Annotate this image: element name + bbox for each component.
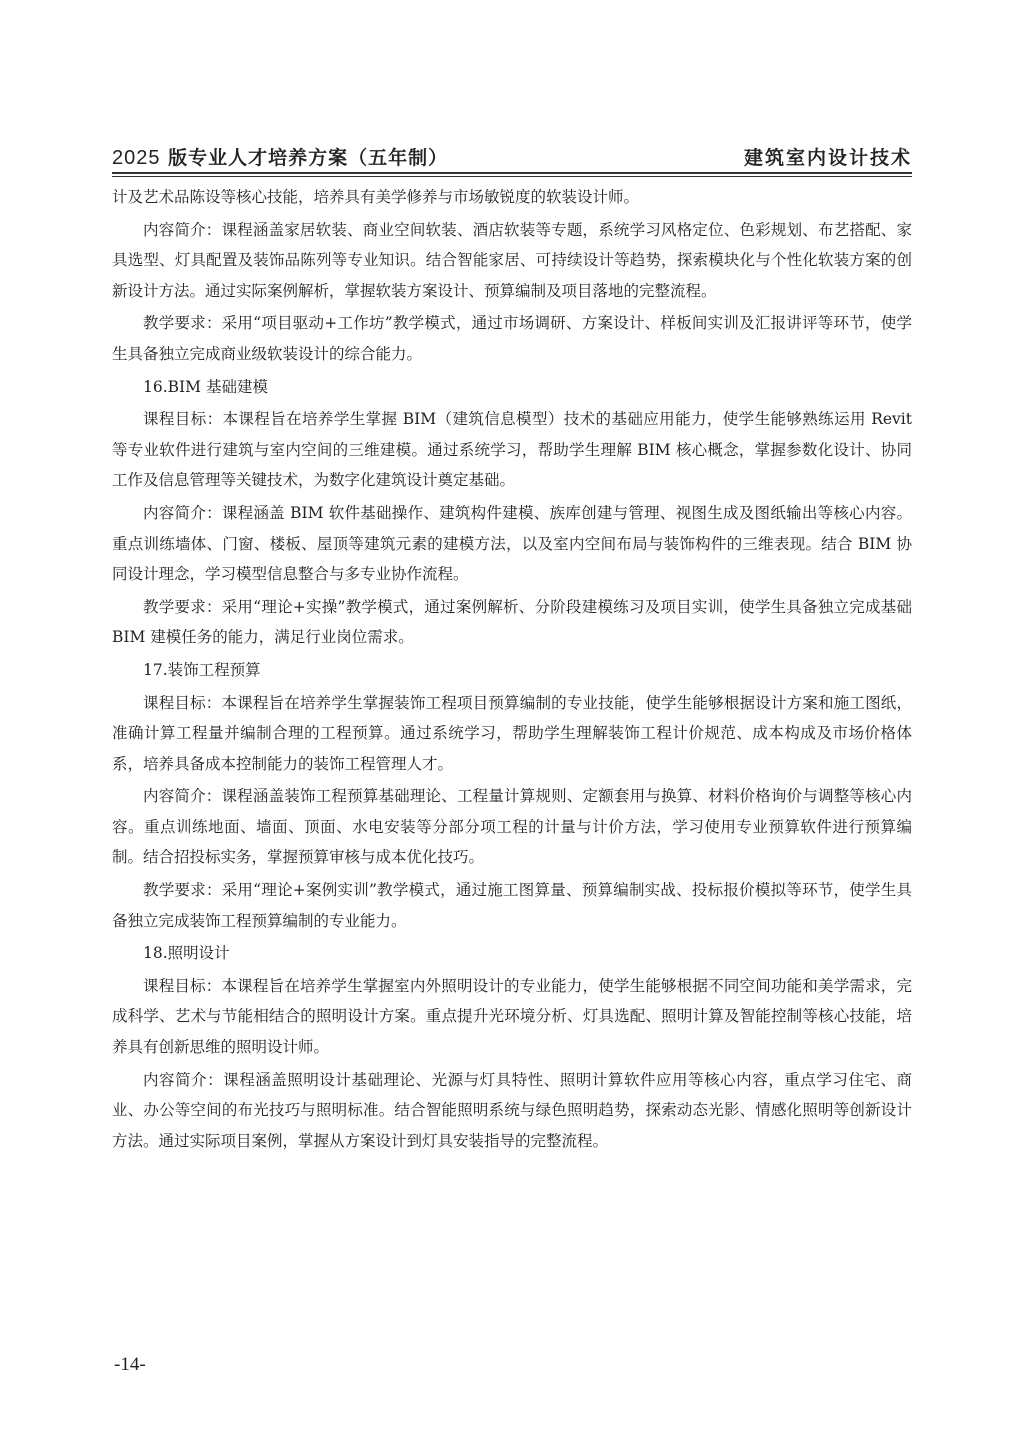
paragraph-bim-content: 内容简介：课程涵盖 BIM 软件基础操作、建筑构件建模、族库创建与管理、视图生成及图纸输出等核心内容。重点训练墙体、门窗、楼板、屋顶等建筑元素的建模方法，以及室内空间布局与装饰构件的三维表现。结合 BIM 协同设计理念，学习模型信息整合与多专业协作流程。 [112, 503, 912, 584]
header-program-title [112, 143, 448, 170]
paragraph-soft-decor-requirements: 教学要求：采用“项目驱动+工作坊”教学模式，通过市场调研、方案设计、样板间实训及汇报讲评等环节，使学生具备独立完成商业级软装设计的综合能力。 [112, 314, 912, 363]
body-text [112, 182, 912, 1158]
paragraph-budget-content: 内容简介：课程涵盖装饰工程预算基础理论、工程量计算规则、定额套用与换算、材料价格询价与调整等核心内容。重点训练地面、墙面、顶面、水电安装等分部分项工程的计量与计价方法，学习使用专业预算软件进行预算编制。结合招投标实务，掌握预算审核与成本优化技巧。 [112, 787, 912, 867]
section-heading-budget: 17.装饰工程预算 [143, 660, 261, 679]
section-heading-lighting: 18.照明设计 [143, 944, 230, 963]
paragraph-lighting-goal: 课程目标：本课程旨在培养学生掌握室内外照明设计的专业能力，使学生能够根据不同空间功能和美学需求，完成科学、艺术与节能相结合的照明设计方案。重点提升光环境分析、灯具选配、照明计算及智能控制等核心技能，培养具有创新思维的照明设计师。 [112, 976, 912, 1057]
paragraph-budget-goal: 课程目标：本课程旨在培养学生掌握装饰工程项目预算编制的专业技能，使学生能够根据设计方案和施工图纸，准确计算工程量并编制合理的工程预算。通过系统学习，帮助学生理解装饰工程计价规范、成本构成及市场价格体系，培养具备成本控制能力的装饰工程管理人才。 [112, 693, 912, 773]
paragraph-continuation: 计及艺术品陈设等核心技能，培养具有美学修养与市场敏锐度的软装设计师。 [112, 188, 640, 206]
header-year: 2025 [112, 147, 161, 169]
header-rule-thick [112, 172, 912, 174]
header-title-left: 版专业人才培养方案（五年制） [160, 147, 449, 169]
header-major-name: 建筑室内设计技术 [743, 147, 912, 169]
paragraph-soft-decor-content: 内容简介：课程涵盖家居软装、商业空间软装、酒店软装等专题，系统学习风格定位、色彩规划、布艺搭配、家具选型、灯具配置及装饰品陈列等专业知识。结合智能家居、可持续设计等趋势，探索模块化与个性化软装方案的创新设计方法。通过实际案例解析，掌握软装方案设计、预算编制及项目落地的完整流程。 [112, 220, 912, 300]
paragraph-budget-requirements: 教学要求：采用“理论+案例实训”教学模式，通过施工图算量、预算编制实战、投标报价模拟等环节，使学生具备独立完成装饰工程预算编制的专业能力。 [112, 881, 912, 930]
paragraph-lighting-content: 内容简介：课程涵盖照明设计基础理论、光源与灯具特性、照明计算软件应用等核心内容，重点学习住宅、商业、办公等空间的布光技巧与照明标准。结合智能照明系统与绿色照明趋势，探索动态光影、情感化照明等创新设计方法。通过实际项目案例，掌握从方案设计到灯具安装指导的完整流程。 [112, 1070, 912, 1150]
paragraph-bim-requirements: 教学要求：采用“理论+实操”教学模式，通过案例解析、分阶段建模练习及项目实训，使学生具备独立完成基础 BIM 建模任务的能力，满足行业岗位需求。 [112, 597, 912, 647]
page-header [112, 143, 912, 173]
header-rule-thin [112, 176, 912, 177]
paragraph-bim-goal: 课程目标：本课程旨在培养学生掌握 BIM（建筑信息模型）技术的基础应用能力，使学生能够熟练运用 Revit 等专业软件进行建筑与室内空间的三维建模。通过系统学习，帮助学生理解 BIM 核心概念，掌握参数化设计、协同工作及信息管理等关键技术，为数字化建筑设计奠定基础。 [112, 410, 912, 490]
section-heading-bim: 16.BIM 基础建模 [143, 377, 268, 396]
page-number: -14- [114, 1354, 146, 1375]
